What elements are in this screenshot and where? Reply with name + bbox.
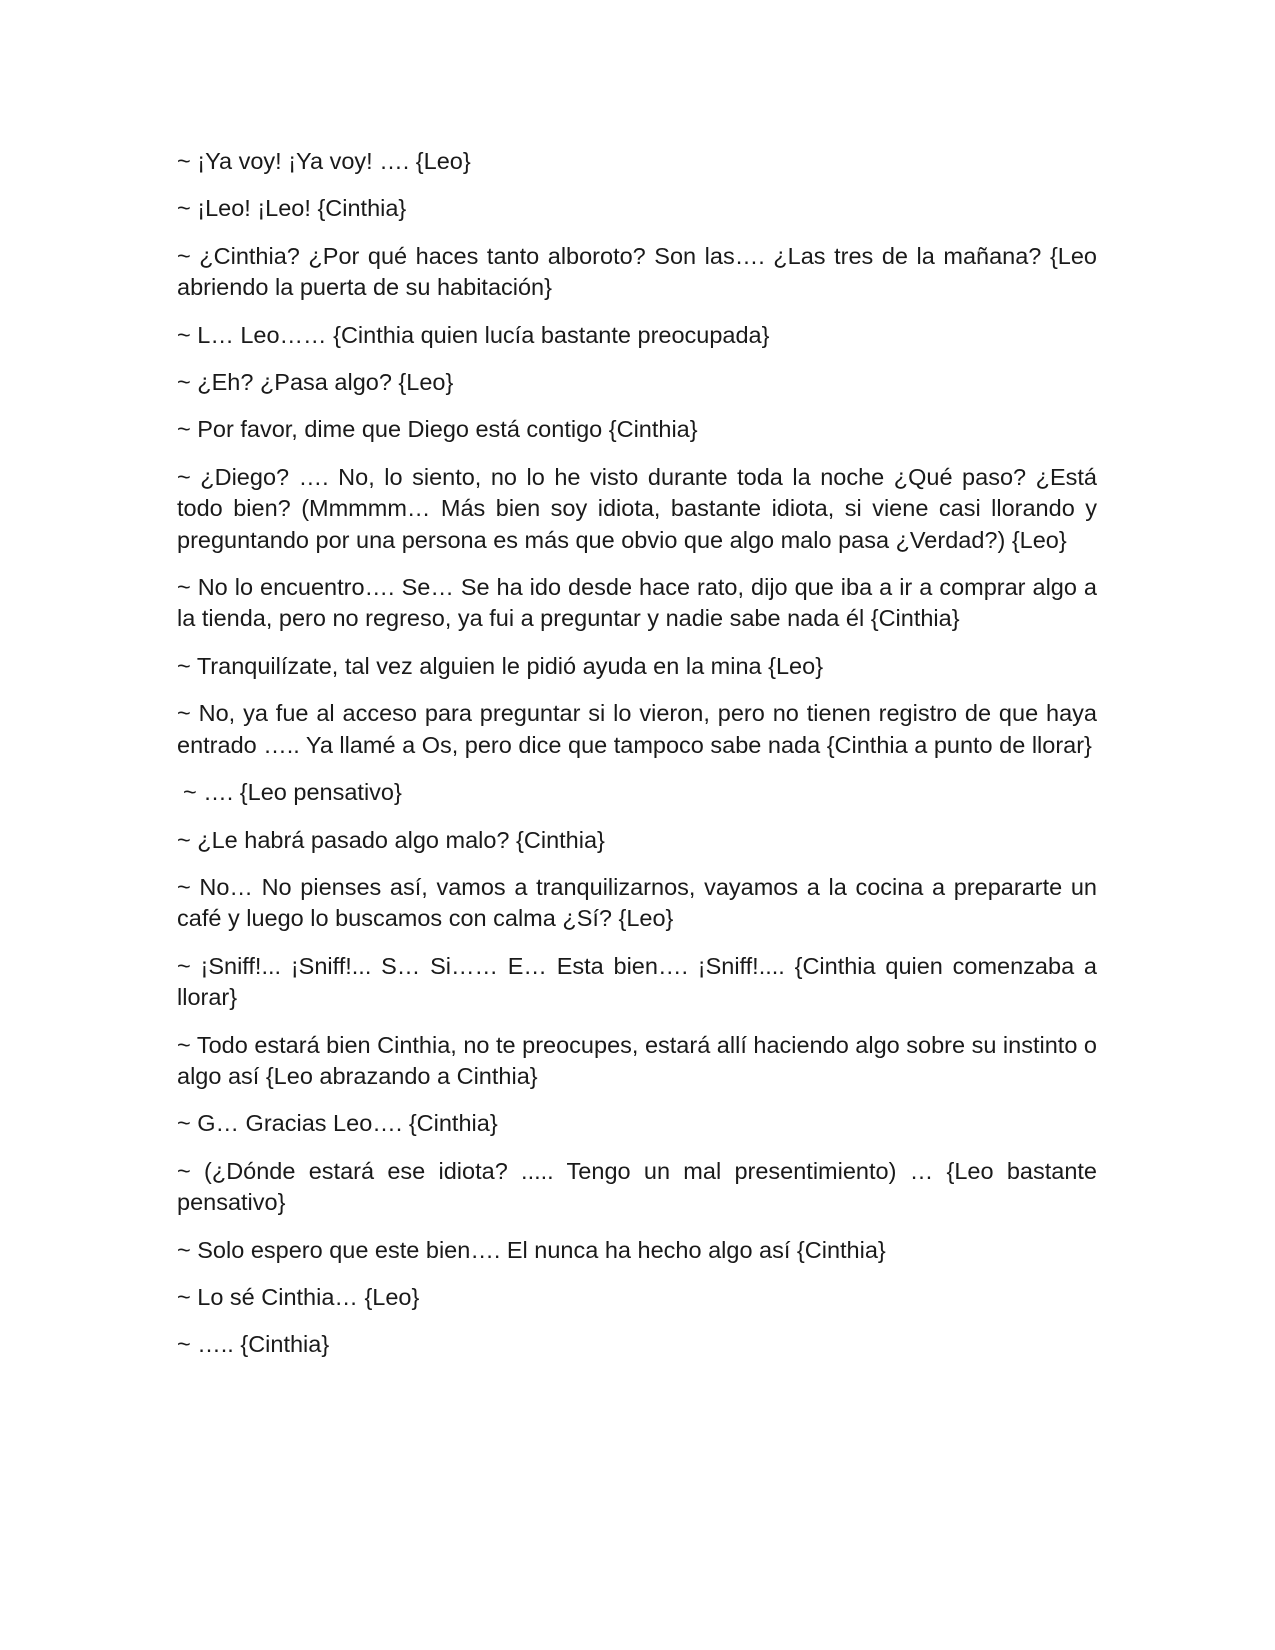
dialogue-line: ~ Todo estará bien Cinthia, no te preocupes, estará allí haciendo algo sobre su instinto o algo así {Leo abrazando a Cinthia} bbox=[177, 1031, 1097, 1089]
dialogue-text bbox=[177, 146, 1097, 1377]
dialogue-line: ~ ….. {Cinthia} bbox=[177, 1331, 330, 1358]
dialogue-line: ~ ¡Ya voy! ¡Ya voy! …. {Leo} bbox=[177, 148, 471, 174]
dialogue-line: ~ ¿Eh? ¿Pasa algo? {Leo} bbox=[177, 369, 454, 396]
dialogue-line: ~ ¿Le habrá pasado algo malo? {Cinthia} bbox=[177, 826, 605, 853]
dialogue-line: ~ (¿Dónde estará ese idiota? ..... Tengo un mal presentimiento) … {Leo bastante pensativo} bbox=[177, 1157, 1097, 1216]
dialogue-line: ~ L… Leo…… {Cinthia quien lucía bastante preocupada} bbox=[177, 321, 770, 348]
dialogue-line: ~ No lo encuentro…. Se… Se ha ido desde hace rato, dijo que iba a ir a comprar algo a la tienda, pero no regreso, ya fui a preguntar y nadie sabe nada él {Cinthia} bbox=[177, 574, 1097, 632]
dialogue-line: ~ ¿Cinthia? ¿Por qué haces tanto alboroto? Son las…. ¿Las tres de la mañana? {Leo abriendo la puerta de su habitación} bbox=[177, 242, 1097, 301]
dialogue-line: ~ G… Gracias Leo…. {Cinthia} bbox=[177, 1110, 498, 1137]
dialogue-line: ~ Por favor, dime que Diego está contigo {Cinthia} bbox=[177, 416, 698, 443]
dialogue-line: ~ Tranquilízate, tal vez alguien le pidió ayuda en la mina {Leo} bbox=[177, 652, 824, 679]
dialogue-line: ~ ¡Leo! ¡Leo! {Cinthia} bbox=[177, 195, 407, 222]
dialogue-line: ~ ¿Diego? …. No, lo siento, no lo he visto durante toda la noche ¿Qué paso? ¿Está todo bien? (Mmmmm… Más bien soy idiota, bastante idiota, si viene casi llorando y preguntando por una persona es más que obvio que algo malo pasa ¿Verdad?) {Leo} bbox=[177, 463, 1097, 553]
dialogue-line: ~ …. {Leo pensativo} bbox=[183, 779, 402, 806]
dialogue-line: ~ Solo espero que este bien…. El nunca ha hecho algo así {Cinthia} bbox=[177, 1236, 886, 1263]
dialogue-line: ~ Lo sé Cinthia… {Leo} bbox=[177, 1283, 420, 1310]
dialogue-line: ~ ¡Sniff!... ¡Sniff!... S… Si…… E… Esta bien…. ¡Sniff!.... {Cinthia quien comenzaba a llorar} bbox=[177, 952, 1097, 1011]
dialogue-line: ~ No… No pienses así, vamos a tranquilizarnos, vayamos a la cocina a prepararte un café y luego lo buscamos con calma ¿Sí? {Leo} bbox=[177, 873, 1097, 932]
dialogue-line: ~ No, ya fue al acceso para preguntar si lo vieron, pero no tienen registro de que haya entrado ….. Ya llamé a Os, pero dice que tampoco sabe nada {Cinthia a punto de llorar} bbox=[177, 700, 1097, 758]
